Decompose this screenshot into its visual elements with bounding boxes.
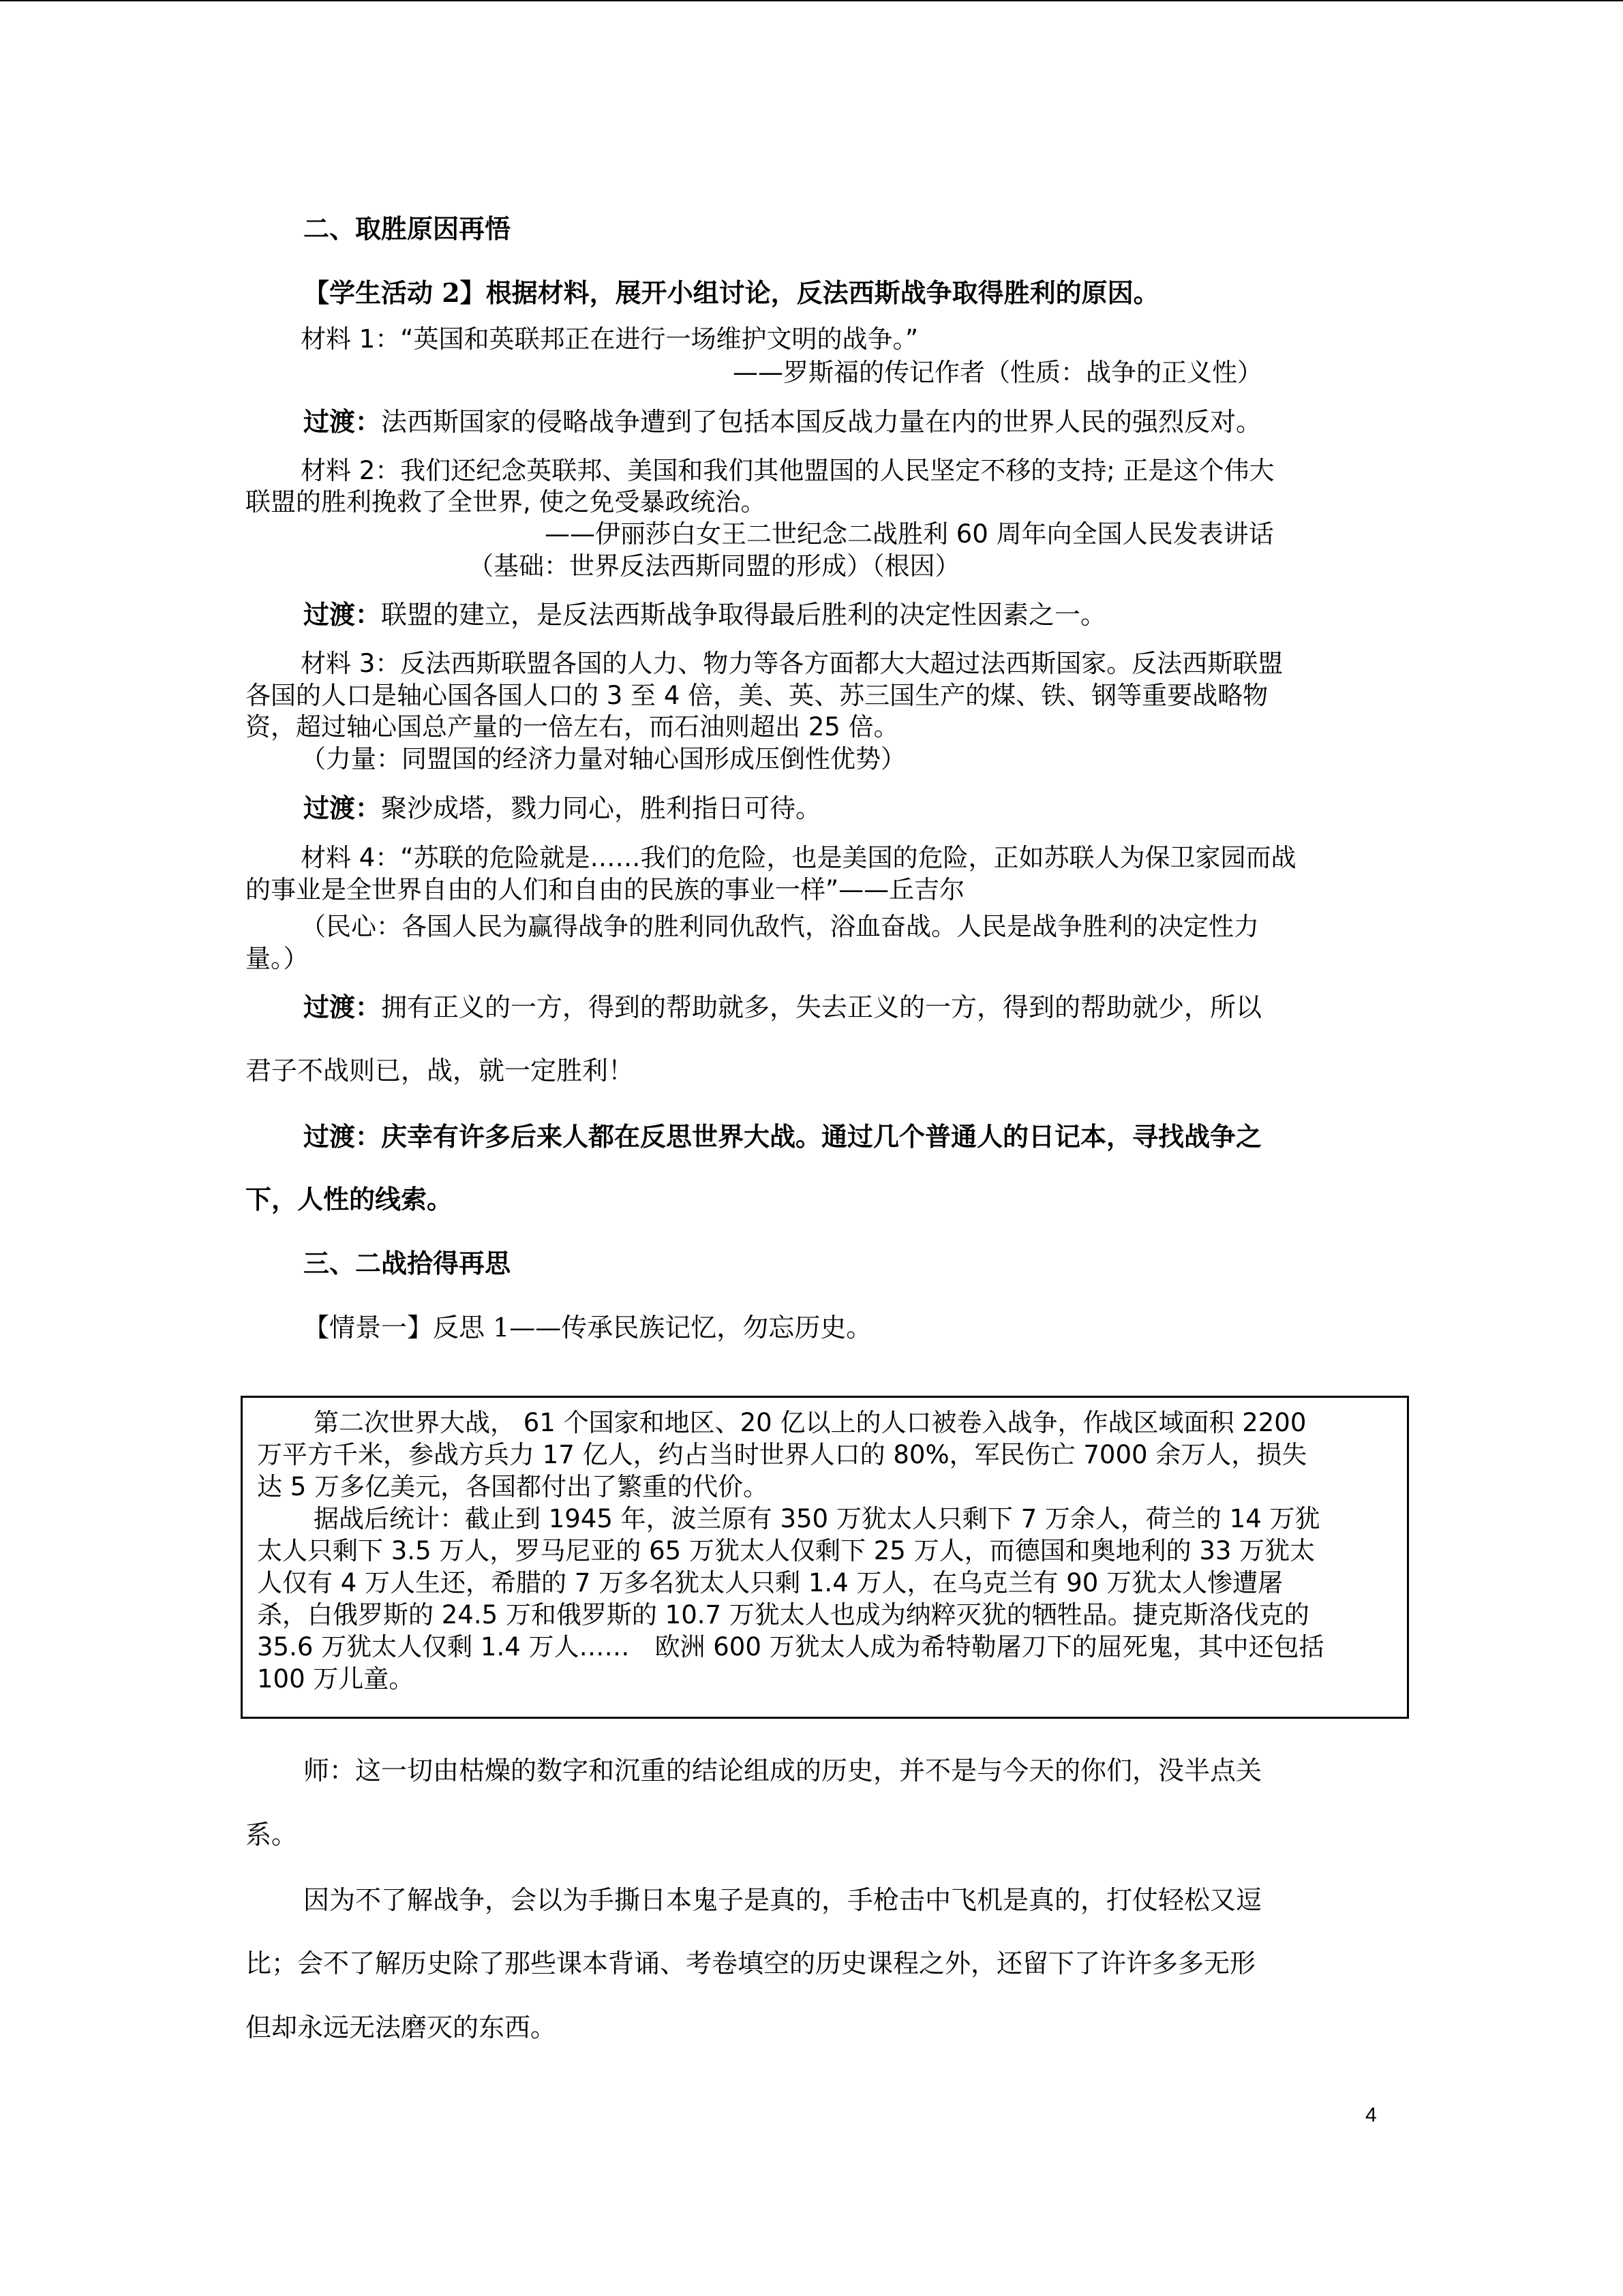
transition-label: 过渡： — [303, 406, 382, 437]
document-page — [0, 1, 1623, 2296]
transition-label: 过渡： — [303, 992, 382, 1022]
box-line-1: 第二次世界大战， 61 个国家和地区、20 亿以上的人口被卷入战争，作战区域面积 2200 — [314, 1408, 1307, 1437]
activity-tag: 【学生活动 2】 — [303, 277, 486, 308]
material-1-quote: 材料 1：“英国和英联邦正在进行一场维护文明的战争。” — [301, 324, 919, 354]
transition-2 — [303, 599, 1106, 630]
transition-1 — [303, 406, 1262, 438]
material-1-source: ——罗斯福的传记作者（性质：战争的正义性） — [733, 358, 1262, 387]
material-4-note-line-2: 量。） — [245, 944, 309, 973]
material-2-line-1: 材料 2：我们还纪念英联邦、美国和我们其他盟国的人民坚定不移的支持; 正是这个伟大 — [301, 456, 1275, 485]
transition-5-line-2: 下，人性的线索。 — [245, 1184, 453, 1214]
transition-4-continued: 君子不战则已，战，就一定胜利！ — [245, 1056, 635, 1086]
box-line-8: 35.6 万犹太人仅剩 1.4 万人…… 欧洲 600 万犹太人成为希特勒屠刀下的屈死鬼，其中还包括 — [257, 1632, 1324, 1662]
transition-4 — [303, 992, 1262, 1023]
box-line-5: 太人只剩下 3.5 万人，罗马尼亚的 65 万犹太人仅剩下 25 万人，而德国和奥地利的 33 万犹太 — [257, 1536, 1316, 1565]
box-line-2: 万平方千米，参战方兵力 17 亿人，约占当时世界人口的 80%，军民伤亡 7000 余万人，损失 — [257, 1440, 1307, 1469]
transition-text: 聚沙成塔，戮力同心，胜利指日可待。 — [381, 793, 822, 823]
section-heading-3: 三、二战拾得再思 — [303, 1248, 511, 1279]
transition-label: 过渡： — [303, 599, 382, 630]
material-2-note: （基础：世界反法西斯同盟的形成）（根因） — [468, 551, 960, 581]
transition-text: 拥有正义的一方，得到的帮助就多，失去正义的一方，得到的帮助就少，所以 — [381, 992, 1262, 1022]
material-4-line-1: 材料 4：“苏联的危险就是……我们的危险，也是美国的危险，正如苏联人为保卫家园而战 — [301, 843, 1296, 872]
material-2-line-2: 联盟的胜利挽救了全世界, 使之免受暴政统治。 — [245, 487, 766, 517]
section-heading-2: 二、取胜原因再悟 — [303, 213, 511, 244]
material-3-note: （力量：同盟国的经济力量对轴心国形成压倒性优势） — [301, 744, 906, 774]
teacher-remark-line-1: 师：这一切由枯燥的数字和沉重的结论组成的历史，并不是与今天的你们，没半点关 — [303, 1756, 1262, 1786]
transition-label: 过渡： — [303, 793, 382, 823]
box-line-7: 杀，白俄罗斯的 24.5 万和俄罗斯的 10.7 万犹太人也成为纳粹灭犹的牺牲品。捷克斯洛伐克的 — [257, 1600, 1309, 1629]
transition-text: 联盟的建立，是反法西斯战争取得最后胜利的决定性因素之一。 — [381, 600, 1107, 630]
material-4-line-2: 的事业是全世界自由的人们和自由的民族的事业一样”——丘吉尔 — [245, 875, 965, 904]
scene-1-title: 【情景一】反思 1——传承民族记忆，勿忘历史。 — [303, 1313, 873, 1343]
box-line-6: 人仅有 4 万人生还，希腊的 7 万多名犹太人只剩 1.4 万人，在乌克兰有 90 万犹太人惨遭屠 — [257, 1568, 1284, 1597]
material-3-line-2: 各国的人口是轴心国各国人口的 3 至 4 倍，美、英、苏三国生产的煤、铁、钢等重要战略物 — [245, 681, 1269, 710]
box-line-4: 据战后统计：截止到 1945 年，波兰原有 350 万犹太人只剩下 7 万余人，荷兰的 14 万犹 — [314, 1504, 1320, 1533]
activity-text: 根据材料，展开小组讨论，反法西斯战争取得胜利的原因。 — [485, 277, 1159, 308]
transition-text: 法西斯国家的侵略战争遭到了包括本国反战力量在内的世界人民的强烈反对。 — [381, 407, 1262, 437]
page-number: 4 — [1365, 2104, 1377, 2126]
material-3-line-3: 资，超过轴心国总产量的一倍左右，而石油则超出 25 倍。 — [245, 712, 899, 741]
explanation-line-3: 但却永远无法磨灭的东西。 — [245, 2012, 557, 2042]
box-line-3: 达 5 万多亿美元，各国都付出了繁重的代价。 — [257, 1472, 769, 1501]
explanation-line-1: 因为不了解战争，会以为手撕日本鬼子是真的，手枪击中飞机是真的，打仗轻松又逗 — [303, 1885, 1262, 1915]
material-2-source: ——伊丽莎白女王二世纪念二战胜利 60 周年向全国人民发表讲话 — [545, 519, 1274, 549]
teacher-remark-line-2: 系。 — [245, 1820, 298, 1850]
explanation-line-2: 比；会不了解历史除了那些课本背诵、考卷填空的历史课程之外，还留下了许许多多无形 — [245, 1948, 1256, 1978]
transition-5-line-1: 过渡：庆幸有许多后来人都在反思世界大战。通过几个普通人的日记本，寻找战争之 — [303, 1121, 1262, 1152]
student-activity-2 — [303, 277, 1159, 309]
material-3-line-1: 材料 3：反法西斯联盟各国的人力、物力等各方面都大大超过法西斯国家。反法西斯联盟 — [301, 649, 1284, 678]
box-line-9: 100 万儿童。 — [257, 1664, 414, 1694]
material-4-note-line-1: （民心：各国人民为赢得战争的胜利同仇敌忾，浴血奋战。人民是战争胜利的决定性力 — [301, 912, 1259, 941]
transition-3 — [303, 793, 821, 824]
